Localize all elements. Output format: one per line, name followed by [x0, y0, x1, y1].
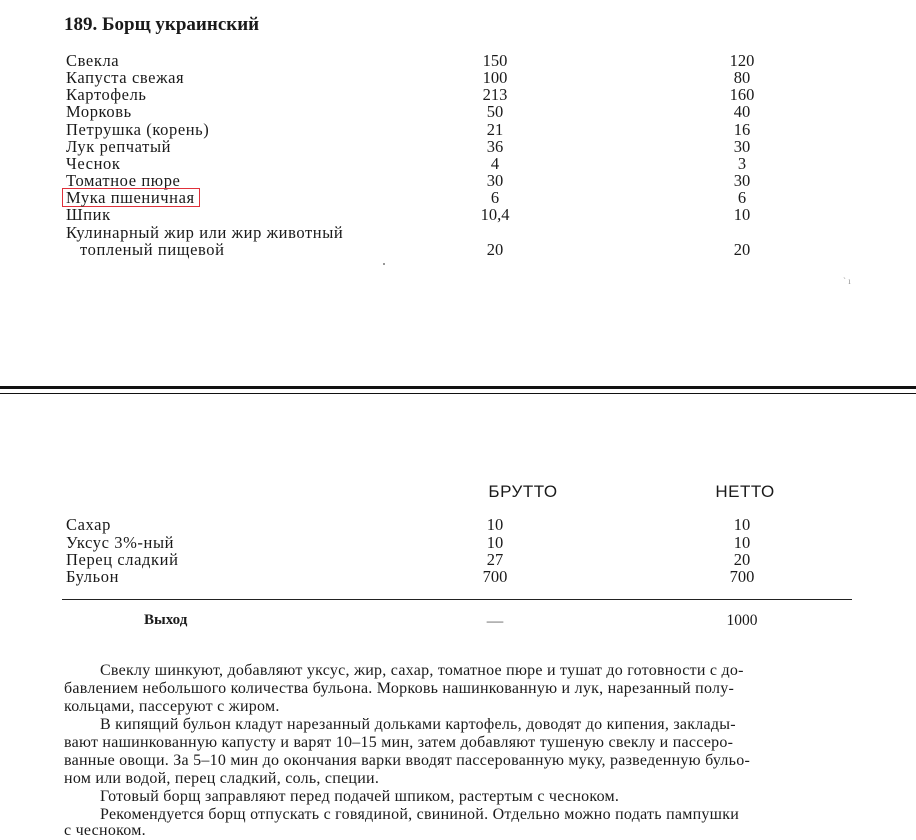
instruction-line: Готовый борщ заправляют перед подачей шпиком, растертым с чесноком. [100, 788, 620, 805]
ingredient-brutto: 27 [486, 550, 504, 569]
instruction-line: с чесноком. [64, 822, 146, 839]
instruction-line: Рекомендуется борщ отпускать с говядиной, свининой. Отдельно можно подать пампушки [100, 806, 740, 823]
table-separator [62, 599, 852, 600]
ingredient-name: Сахар [66, 515, 111, 534]
ingredient-brutto: 10 [486, 515, 504, 534]
instruction-line: В кипящий бульон кладут нарезанный дольками картофель, доводят до кипения, заклады- [100, 716, 736, 733]
ingredient-brutto: 700 [482, 567, 508, 586]
ingredient-brutto: 36 [486, 137, 504, 156]
highlighted-ingredient-name: Мука пшеничная [62, 188, 200, 207]
instruction-line: Свеклу шинкуют, добавляют уксус, жир, сахар, томатное пюре и тушат до готовности с до- [100, 662, 744, 679]
instruction-line: бавлением небольшого количества бульона. Морковь нашинкованную и лук, нарезанный полу- [64, 680, 735, 697]
ingredient-name-continued: топленый пищевой [80, 240, 225, 259]
ingredient-netto: 30 [733, 171, 751, 190]
ingredient-brutto: 50 [486, 102, 504, 121]
ingredient-netto: 80 [733, 68, 751, 87]
ingredient-name: Перец сладкий [66, 550, 179, 569]
column-header-netto: НЕТТО [715, 482, 775, 501]
ingredient-brutto: 150 [482, 51, 508, 70]
instruction-line: ванные овощи. За 5–10 мин до окончания варки вводят пассерованную муку, разведенную бульо- [64, 752, 751, 769]
instruction-line: кольцами, пассеруют с жиром. [64, 698, 280, 715]
output-netto: 1000 [726, 612, 758, 629]
instruction-line: вают нашинкованную капусту и варят 10–15 мин, затем добавляют тушеную свеклу и пассеро- [64, 734, 734, 751]
ingredient-name: Лук репчатый [66, 137, 172, 156]
ingredient-brutto: 6 [490, 188, 500, 207]
recipe-title: 189. Борщ украинский [64, 14, 260, 35]
ingredient-netto: 20 [733, 550, 751, 569]
page-break-rule [0, 386, 916, 389]
ingredient-name: Свекла [66, 51, 120, 70]
ingredient-name: Чеснок [66, 154, 121, 173]
ingredient-name: Картофель [66, 85, 147, 104]
column-header-brutto: БРУТТО [488, 482, 558, 501]
ingredient-brutto: 4 [490, 154, 500, 173]
output-label: Выход [144, 612, 188, 628]
ingredient-brutto: 20 [486, 240, 504, 259]
ingredient-brutto: 100 [482, 68, 508, 87]
ingredient-netto: 3 [737, 154, 747, 173]
ingredient-netto: 30 [733, 137, 751, 156]
ingredient-brutto: 10 [486, 533, 504, 552]
ingredient-netto: 160 [729, 85, 755, 104]
ingredient-name: Томатное пюре [66, 171, 181, 190]
ingredient-netto: 120 [729, 51, 755, 70]
ingredient-netto: 40 [733, 102, 751, 121]
ingredient-netto: 10 [733, 515, 751, 534]
output-brutto: — [486, 611, 504, 630]
ingredient-name: Уксус 3%-ный [66, 533, 175, 552]
ingredient-netto: 16 [733, 120, 751, 139]
page-break-rule-thin [0, 393, 916, 394]
ingredient-name: Морковь [66, 102, 132, 121]
ingredient-brutto: 10,4 [480, 205, 510, 224]
ingredient-name: Петрушка (корень) [66, 120, 210, 139]
ingredient-brutto: 21 [486, 120, 504, 139]
ingredient-netto: 20 [733, 240, 751, 259]
ingredient-netto: 10 [733, 205, 751, 224]
instruction-line: ном или водой, перец сладкий, соль, специи. [64, 770, 380, 787]
ingredient-brutto: 213 [482, 85, 508, 104]
ingredient-netto: 10 [733, 533, 751, 552]
ingredient-name: Шпик [66, 205, 111, 224]
ingredient-name: Кулинарный жир или жир животный [66, 223, 344, 242]
ingredient-name: Капуста свежая [66, 68, 185, 87]
ingredient-netto: 6 [737, 188, 747, 207]
ingredient-name: Бульон [66, 567, 120, 586]
scan-speck [383, 263, 385, 265]
scan-speck-text: ` ı [843, 276, 851, 286]
ingredient-netto: 700 [729, 567, 755, 586]
ingredient-brutto: 30 [486, 171, 504, 190]
